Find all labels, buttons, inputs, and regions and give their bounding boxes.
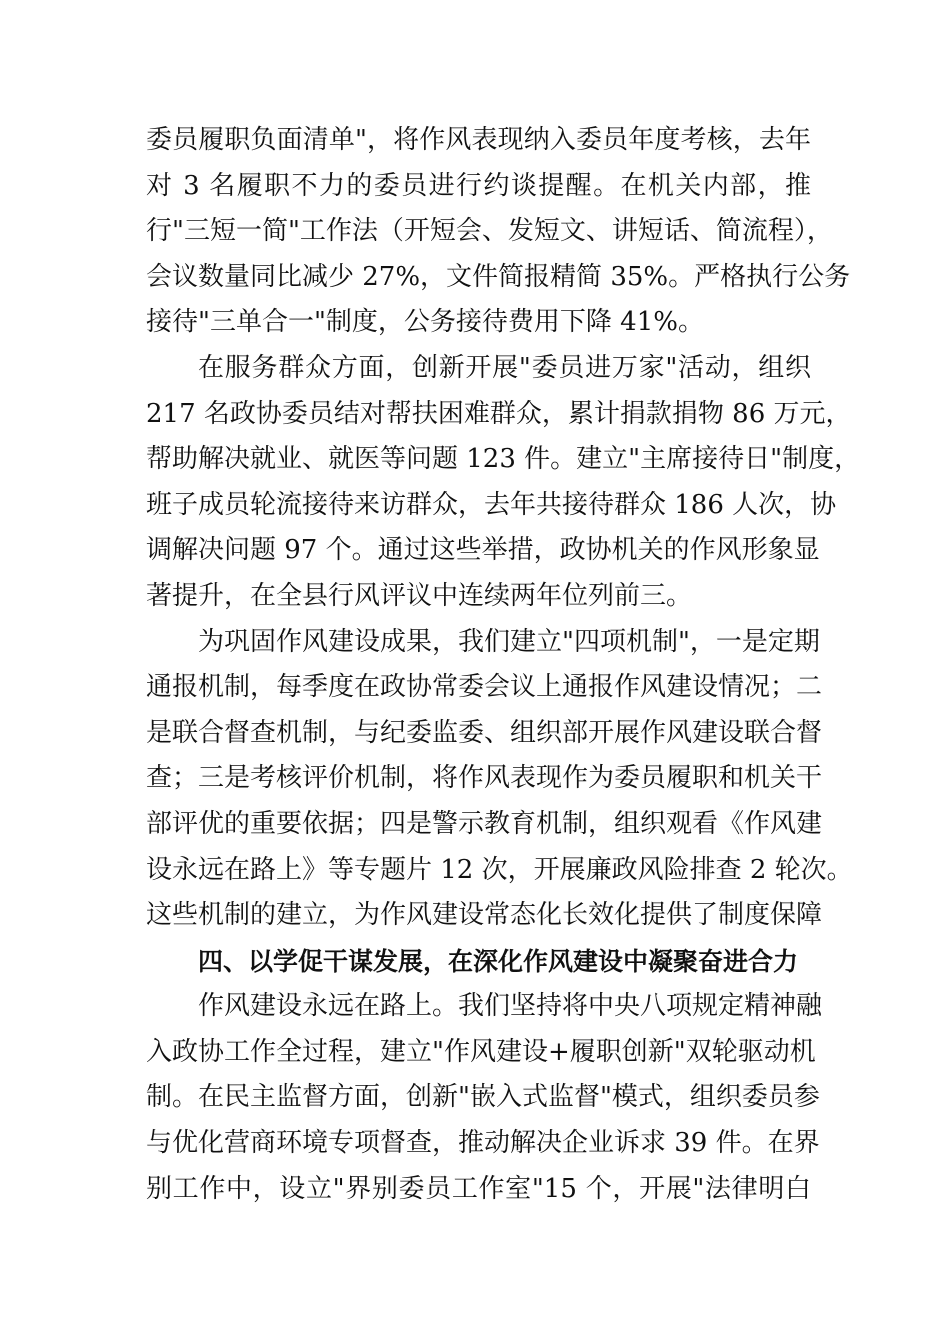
paragraph-line: 入政协工作全过程，建立"作风建设+履职创新"双轮驱动机 <box>146 1036 816 1067</box>
paragraph-line: 通报机制，每季度在政协常委会议上通报作风建设情况；二 <box>146 672 823 703</box>
paragraph-line: 帮助解决就业、就医等问题 123 件。建立"主席接待日"制度， <box>146 444 861 475</box>
paragraph-line: 会议数量同比减少 27%，文件简报精简 35%。严格执行公务 <box>146 261 851 292</box>
paragraph-line: 设永远在路上》等专题片 12 次，开展廉政风险排查 2 轮次。 <box>146 854 853 885</box>
paragraph-line: 班子成员轮流接待来访群众，去年共接待群众 186 人次，协 <box>146 489 837 520</box>
paragraph-line: 在服务群众方面，创新开展"委员进万家"活动，组织 <box>198 352 811 383</box>
paragraph-line: 为巩固作风建设成果，我们建立"四项机制"，一是定期 <box>198 626 820 657</box>
document-body <box>146 118 861 1212</box>
paragraph-3 <box>146 620 853 939</box>
paragraph-line: 部评优的重要依据；四是警示教育机制，组织观看《作风建 <box>146 808 823 839</box>
paragraph-line: 217 名政协委员结对帮扶困难群众，累计捐款捐物 86 万元， <box>146 398 852 429</box>
paragraph-1 <box>146 118 851 346</box>
paragraph-line: 调解决问题 97 个。通过这些举措，政协机关的作风形象显 <box>146 535 820 566</box>
paragraph-line: 查；三是考核评价机制，将作风表现作为委员履职和机关干 <box>146 763 823 794</box>
paragraph-line: 这些机制的建立，为作风建设常态化长效化提供了制度保障 <box>146 900 823 931</box>
paragraph-line: 与优化营商环境专项督查，推动解决企业诉求 39 件。在界 <box>146 1128 820 1159</box>
section-heading: 四、以学促干谋发展，在深化作风建设中凝聚奋进合力 <box>198 946 799 976</box>
paragraph-line: 别工作中，设立"界别委员工作室"15 个，开展"法律明白 <box>146 1173 811 1204</box>
paragraph-line: 接待"三单合一"制度，公务接待费用下降 41%。 <box>146 307 704 338</box>
paragraph-4 <box>146 984 823 1212</box>
paragraph-line: 著提升，在全县行风评议中连续两年位列前三。 <box>146 580 693 611</box>
paragraph-line: 制。在民主监督方面，创新"嵌入式监督"模式，组织委员参 <box>146 1082 820 1113</box>
paragraph-2 <box>146 346 861 620</box>
paragraph-line: 对 3 名履职不力的委员进行约谈提醒。在机关内部，推 <box>146 170 811 201</box>
paragraph-line: 行"三短一简"工作法（开短会、发短文、讲短话、简流程）， <box>146 216 833 247</box>
paragraph-line: 委员履职负面清单"，将作风表现纳入委员年度考核，去年 <box>146 125 811 155</box>
paragraph-line: 作风建设永远在路上。我们坚持将中央八项规定精神融 <box>198 991 823 1022</box>
paragraph-line: 是联合督查机制，与纪委监委、组织部开展作风建设联合督 <box>146 717 823 748</box>
